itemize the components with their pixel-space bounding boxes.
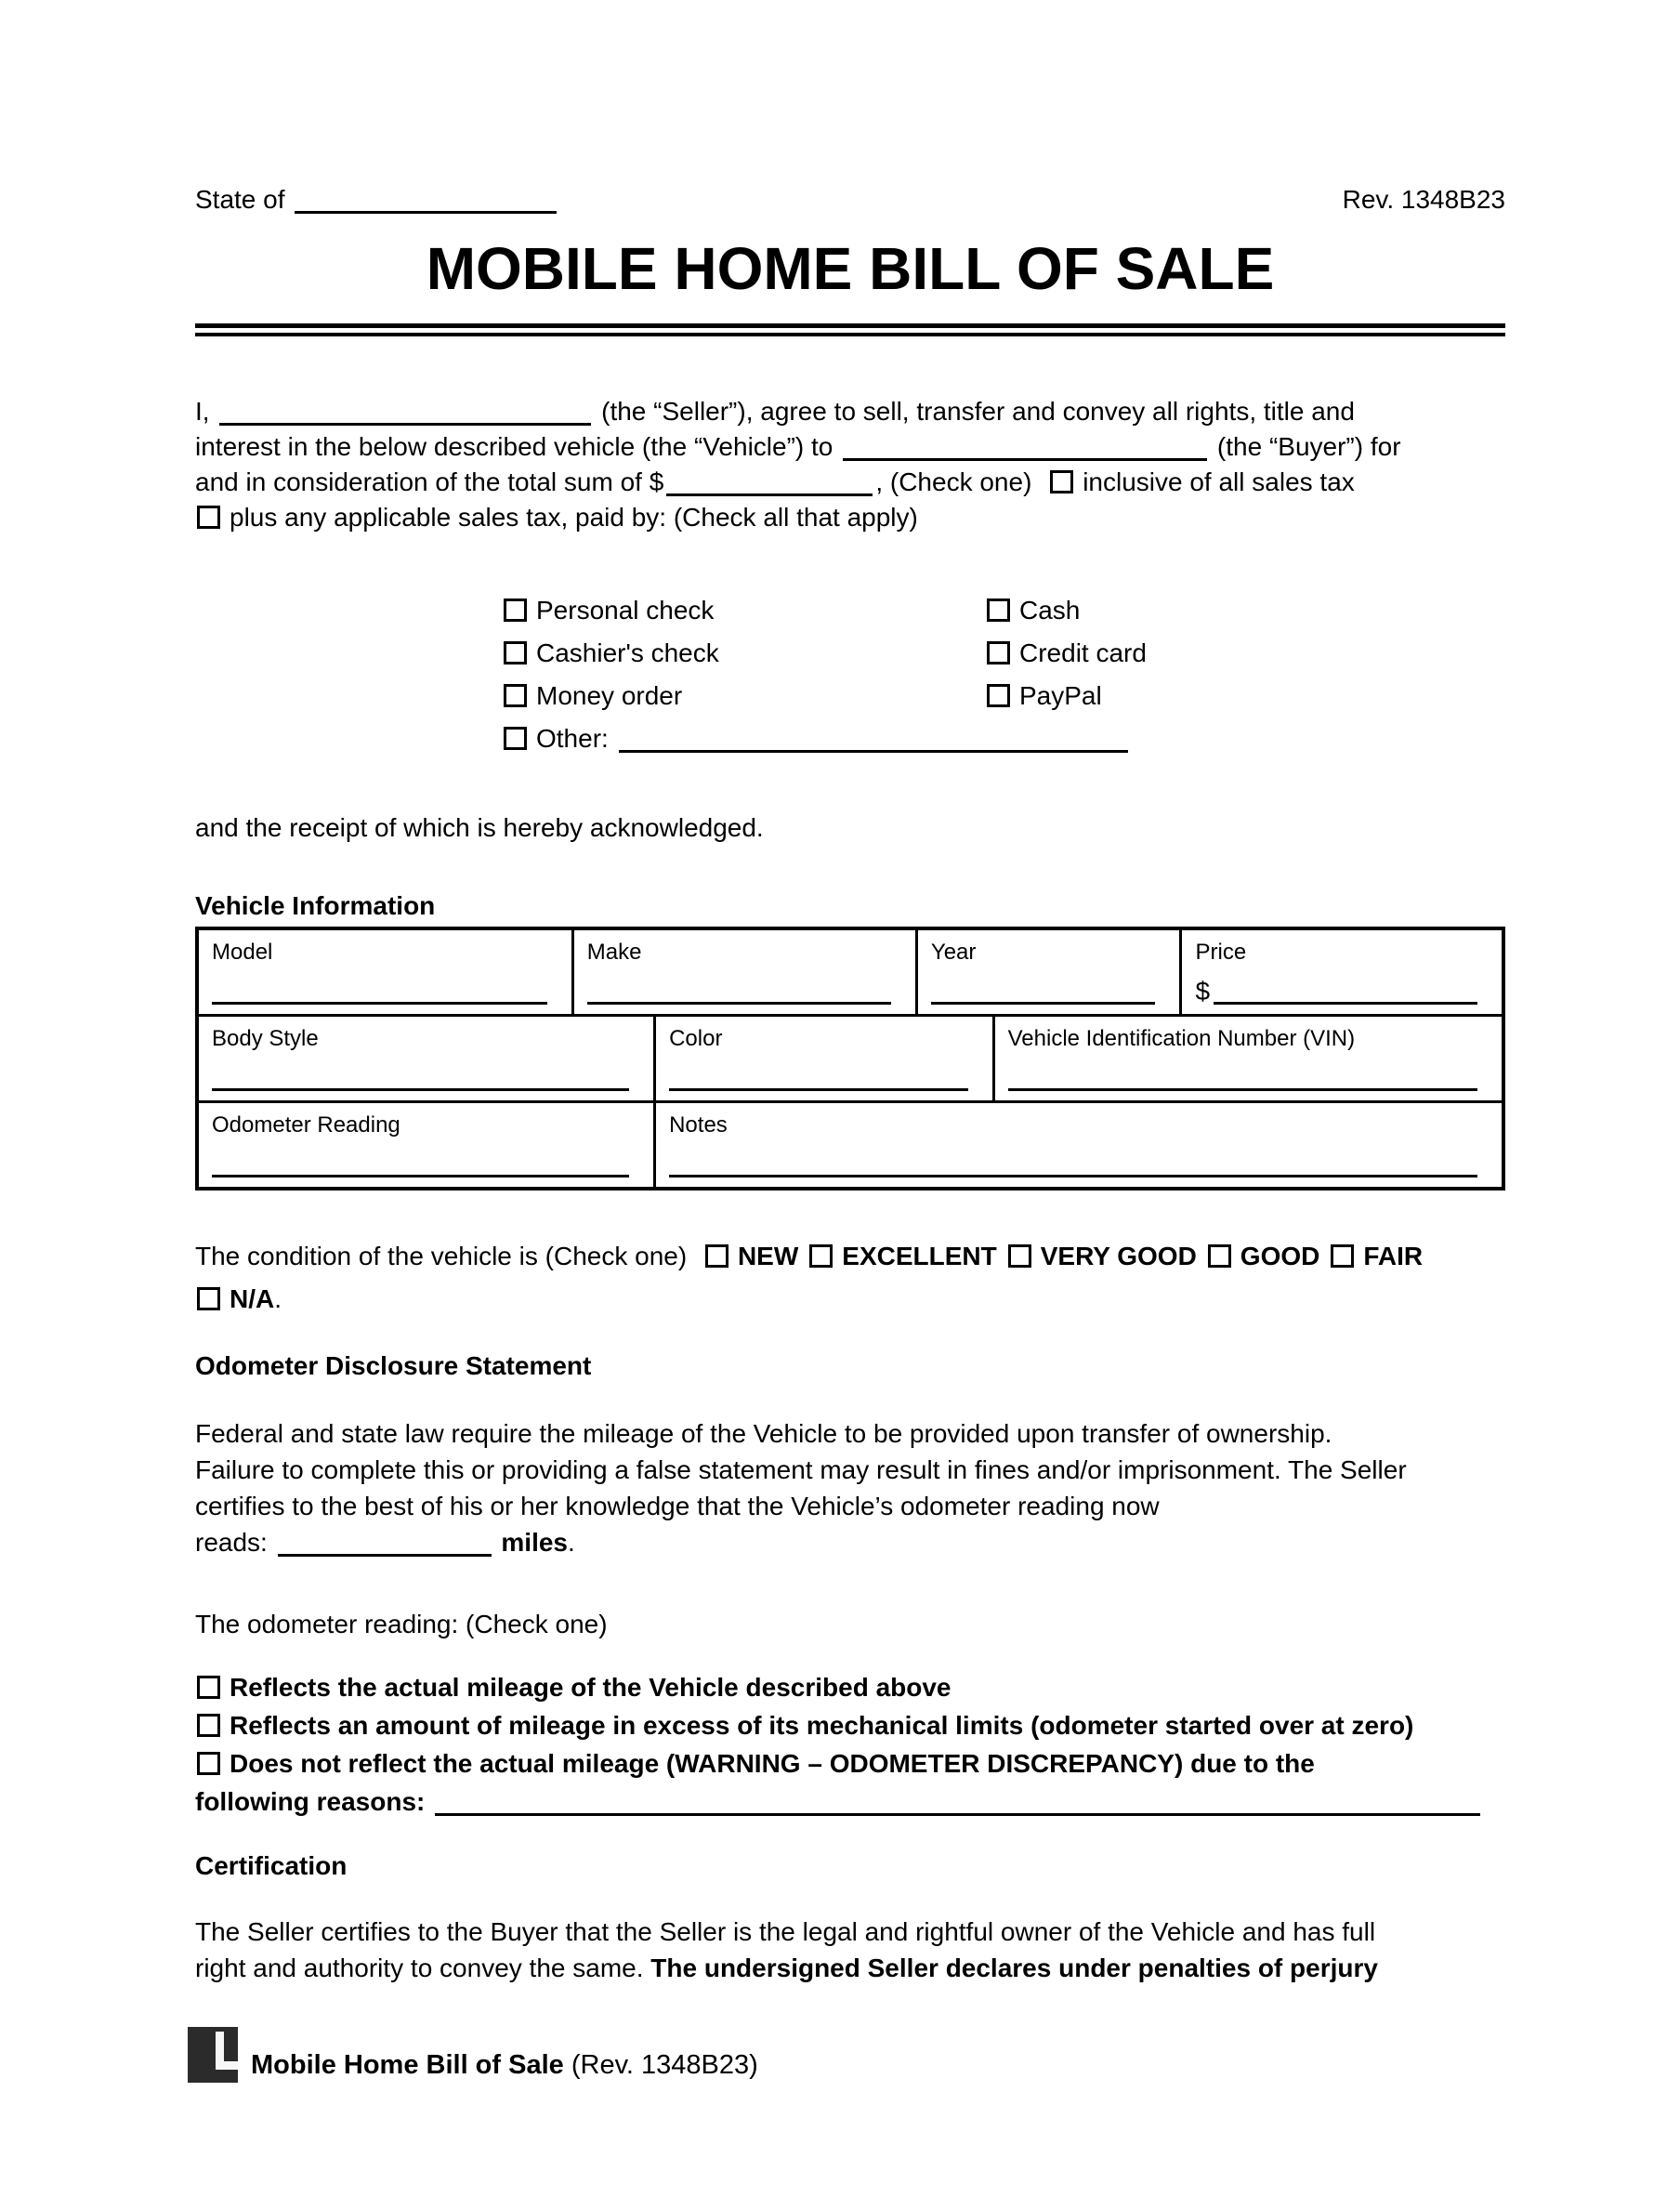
text-run: Cash — [1019, 596, 1081, 625]
table-cell-entry — [1008, 1083, 1477, 1091]
checkbox[interactable] — [987, 599, 1010, 622]
receipt-acknowledgement: and the receipt of which is hereby acknowledged. — [195, 813, 764, 842]
fill-in-blank-line[interactable] — [1008, 1083, 1477, 1091]
table-cell-entry — [669, 1169, 1477, 1177]
text-line — [195, 1452, 1505, 1488]
odometer-disclosure-paragraph — [195, 1415, 1505, 1560]
text-line — [502, 632, 985, 675]
text-run: right and authority to convey the same. — [195, 1954, 651, 1982]
checkbox[interactable] — [197, 1287, 220, 1310]
table-row — [199, 930, 1502, 1017]
odometer-disclosure-heading: Odometer Disclosure Statement — [195, 1351, 592, 1380]
table-cell-label: Vehicle Identification Number (VIN) — [1007, 1026, 1356, 1051]
text-line — [502, 589, 985, 632]
checkbox[interactable] — [1208, 1244, 1231, 1268]
text-run-bold: The undersigned Seller declares under penalties of perjury — [650, 1954, 1378, 1982]
table-cell-label: Make — [586, 940, 642, 965]
text-line — [195, 1914, 1505, 1950]
text-run-bold: Reflects an amount of mileage in excess of its mechanical limits (odometer started over at zero) — [230, 1711, 1414, 1740]
certification-paragraph — [195, 1914, 1505, 1986]
text-run-bold: GOOD — [1240, 1242, 1320, 1270]
text-line — [502, 717, 985, 760]
text-line — [985, 589, 1147, 632]
checkbox[interactable] — [987, 641, 1010, 664]
text-line — [195, 1524, 1505, 1560]
table-cell-entry — [587, 996, 891, 1005]
text-line — [195, 1235, 1505, 1278]
document-header — [195, 0, 1505, 216]
currency-prefix: $ — [1195, 977, 1211, 1006]
vehicle-information-heading: Vehicle Information — [195, 891, 436, 920]
footer-document-name: Mobile Home Bill of Sale — [251, 2050, 564, 2080]
text-run-bold: following reasons: — [195, 1787, 433, 1816]
text-run: (the “Seller”), agree to sell, transfer and convey all rights, title and — [594, 397, 1355, 426]
text-run: The condition of the vehicle is (Check one) — [195, 1242, 694, 1270]
text-line — [195, 1488, 1505, 1524]
fill-in-blank-line[interactable] — [843, 434, 1207, 461]
text-line — [195, 465, 1505, 500]
checkbox[interactable] — [1050, 470, 1073, 493]
checkbox[interactable] — [504, 727, 527, 750]
fill-in-blank-line[interactable] — [587, 996, 891, 1005]
checkbox[interactable] — [197, 506, 220, 529]
table-cell-price — [1182, 930, 1501, 1014]
state-of-line — [195, 184, 559, 216]
certification-heading: Certification — [195, 1851, 348, 1880]
text-run: Federal and state law require the mileage of the Vehicle to be provided upon transfer of ownership. — [195, 1419, 1332, 1448]
text-run: I, — [195, 397, 217, 426]
table-cell-label: Year — [930, 940, 977, 965]
text-line — [985, 632, 1147, 675]
text-line — [195, 429, 1505, 465]
text-line — [195, 1706, 1505, 1744]
table-cell-label: Price — [1195, 940, 1247, 965]
table-cell-entry — [212, 996, 547, 1005]
intro-paragraph — [195, 394, 1505, 535]
fill-in-blank-line[interactable] — [669, 1083, 968, 1091]
fill-in-blank-line[interactable] — [212, 1169, 629, 1177]
text-line — [985, 675, 1147, 717]
text-line — [195, 184, 559, 216]
table-cell-entry — [669, 1083, 968, 1091]
fill-in-blank-line[interactable] — [666, 469, 873, 496]
table-cell-entry — [931, 996, 1156, 1005]
table-cell-label: Odometer Reading — [212, 1112, 400, 1138]
checkbox[interactable] — [197, 1752, 220, 1775]
checkbox[interactable] — [197, 1714, 220, 1737]
footer-text — [251, 2049, 758, 2083]
table-cell-make — [574, 930, 918, 1014]
text-run: . — [274, 1284, 282, 1313]
text-run: , (Check one) — [875, 467, 1040, 496]
text-run-bold: Does not reflect the actual mileage (WARNING – ODOMETER DISCREPANCY) due to the — [230, 1749, 1315, 1778]
checkbox[interactable] — [197, 1676, 220, 1699]
table-cell-label: Model — [212, 940, 273, 965]
checkbox[interactable] — [504, 641, 527, 664]
table-cell-label: Notes — [669, 1112, 728, 1138]
odometer-reading-prompt: The odometer reading: (Check one) — [195, 1610, 608, 1638]
checkbox[interactable] — [504, 684, 527, 707]
fill-in-blank-line[interactable] — [1214, 996, 1477, 1005]
table-cell-year — [918, 930, 1183, 1014]
text-run: and in consideration of the total sum of $ — [195, 467, 664, 496]
logo-letter-stroke — [216, 2061, 238, 2070]
odometer-reading-options — [195, 1668, 1505, 1821]
fill-in-blank-line[interactable] — [212, 996, 547, 1005]
table-cell-label: Color — [669, 1026, 723, 1051]
text-line — [195, 1744, 1505, 1783]
document-footer — [188, 2027, 1505, 2083]
fill-in-blank-line[interactable] — [669, 1169, 1477, 1177]
text-run-bold: VERY GOOD — [1040, 1242, 1197, 1270]
text-line — [195, 1783, 1505, 1821]
vehicle-information-table — [195, 927, 1505, 1191]
table-cell-body-style — [199, 1017, 656, 1100]
fill-in-blank-line[interactable] — [435, 1789, 1480, 1816]
table-row — [199, 1017, 1502, 1103]
payment-methods — [195, 589, 1505, 760]
legal-templates-logo-icon — [188, 2027, 238, 2083]
text-run-bold: miles — [493, 1528, 568, 1557]
text-run-bold: Reflects the actual mileage of the Vehicle described above — [230, 1673, 952, 1702]
fill-in-blank-line[interactable] — [278, 1530, 492, 1557]
text-run: reads: — [195, 1528, 275, 1557]
text-run-bold: NEW — [737, 1242, 799, 1270]
text-run: State of — [195, 185, 293, 214]
text-run: Failure to complete this or providing a false statement may result in fines and/or imprisonment. The Seller — [195, 1455, 1407, 1484]
text-run: plus any applicable sales tax, paid by: (Check all that apply) — [230, 503, 918, 532]
text-run: interest in the below described vehicle (the “Vehicle”) to — [195, 432, 841, 461]
table-cell-entry — [1195, 979, 1477, 1005]
fill-in-blank-line[interactable] — [212, 1083, 629, 1091]
checkbox[interactable] — [705, 1244, 728, 1268]
text-run-bold: EXCELLENT — [842, 1242, 997, 1270]
text-line — [195, 1415, 1505, 1452]
text-run-bold: N/A — [230, 1284, 275, 1313]
text-run: Money order — [536, 681, 683, 710]
checkbox[interactable] — [504, 599, 527, 622]
table-cell-entry — [212, 1169, 629, 1177]
text-run: Cashier's check — [536, 638, 719, 667]
text-run: The Seller certifies to the Buyer that the Seller is the legal and rightful owner of the Vehicle and has full — [195, 1917, 1376, 1946]
fill-in-blank-line[interactable] — [219, 399, 591, 426]
table-cell-vehicle-identification-number-vin — [995, 1017, 1502, 1100]
table-cell-notes — [656, 1103, 1502, 1187]
text-run: certifies to the best of his or her knowledge that the Vehicle’s odometer reading now — [195, 1492, 1160, 1520]
text-line — [195, 1950, 1505, 1986]
table-cell-model — [199, 930, 574, 1014]
text-run: PayPal — [1019, 681, 1102, 710]
fill-in-blank-line[interactable] — [295, 187, 557, 214]
revision-number: Rev. 1348B23 — [1342, 185, 1505, 214]
condition-statement — [195, 1235, 1505, 1321]
checkbox[interactable] — [1331, 1244, 1354, 1268]
text-run: Other: — [536, 724, 616, 753]
title-divider — [195, 323, 1505, 336]
payment-methods-left-column — [502, 589, 985, 760]
payment-methods-right-column — [985, 589, 1147, 760]
table-row — [199, 1103, 1502, 1187]
text-line — [195, 500, 1505, 535]
checkbox[interactable] — [1008, 1244, 1031, 1268]
checkbox[interactable] — [809, 1244, 833, 1268]
page-title: MOBILE HOME BILL OF SALE — [426, 235, 1275, 302]
text-run: inclusive of all sales tax — [1083, 467, 1355, 496]
fill-in-blank-line[interactable] — [931, 996, 1156, 1005]
text-line — [195, 1668, 1505, 1706]
table-cell-entry — [212, 1083, 629, 1091]
text-line — [195, 394, 1505, 429]
table-cell-color — [656, 1017, 995, 1100]
footer-revision: (Rev. 1348B23) — [563, 2050, 758, 2080]
text-line — [195, 1278, 1505, 1321]
text-run: (the “Buyer”) for — [1210, 432, 1401, 461]
checkbox[interactable] — [987, 684, 1010, 707]
text-run-bold: FAIR — [1363, 1242, 1424, 1270]
text-run: Personal check — [536, 596, 715, 625]
text-run: . — [568, 1528, 575, 1557]
text-run: Credit card — [1019, 638, 1147, 667]
table-cell-odometer-reading — [199, 1103, 656, 1187]
table-cell-label: Body Style — [212, 1026, 319, 1051]
text-line — [502, 675, 985, 717]
